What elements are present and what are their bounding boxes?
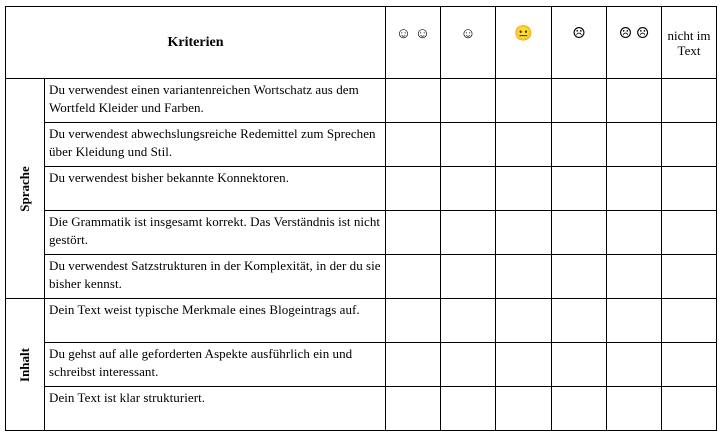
rating-cell[interactable] — [441, 167, 496, 211]
rating-cell[interactable] — [386, 211, 441, 255]
rating-cell[interactable] — [496, 211, 552, 255]
rating-cell[interactable] — [441, 123, 496, 167]
rating-cell[interactable] — [662, 79, 717, 123]
criterion-row — [6, 123, 717, 167]
rating-cell[interactable] — [662, 255, 717, 299]
criterion-row — [6, 343, 717, 387]
rating-cell[interactable] — [386, 343, 441, 387]
rating-cell[interactable] — [662, 167, 717, 211]
not-in-text-header: nicht im Text — [662, 7, 717, 79]
rating-cell[interactable] — [386, 387, 441, 431]
rating-cell[interactable] — [496, 387, 552, 431]
rating-cell[interactable] — [552, 211, 607, 255]
criterion-text: Dein Text weist typische Merkmale eines Blogeintrags auf. — [45, 299, 386, 343]
rating-cell[interactable] — [552, 343, 607, 387]
rating-cell[interactable] — [607, 123, 662, 167]
criterion-row — [6, 387, 717, 431]
rating-cell[interactable] — [607, 255, 662, 299]
double-happy-face-icon: ☺ ☺ — [386, 7, 441, 79]
rating-cell[interactable] — [441, 255, 496, 299]
rating-cell[interactable] — [496, 255, 552, 299]
rating-cell[interactable] — [496, 299, 552, 343]
rating-cell[interactable] — [552, 79, 607, 123]
criterion-text: Dein Text ist klar strukturiert. — [45, 387, 386, 431]
rating-cell[interactable] — [441, 343, 496, 387]
neutral-face-icon: 😐 — [496, 7, 552, 79]
rating-cell[interactable] — [496, 79, 552, 123]
rating-cell[interactable] — [552, 123, 607, 167]
rating-cell[interactable] — [607, 299, 662, 343]
criterion-row — [6, 255, 717, 299]
criterion-row — [6, 211, 717, 255]
group-label-text: Inhalt — [17, 347, 32, 382]
rating-cell[interactable] — [496, 343, 552, 387]
rating-cell[interactable] — [607, 79, 662, 123]
rating-cell[interactable] — [662, 387, 717, 431]
rating-cell[interactable] — [386, 79, 441, 123]
rating-cell[interactable] — [552, 255, 607, 299]
group-label-text: Sprache — [17, 165, 32, 212]
rating-cell[interactable] — [386, 299, 441, 343]
rating-cell[interactable] — [607, 387, 662, 431]
rating-cell[interactable] — [552, 387, 607, 431]
rating-cell[interactable] — [662, 211, 717, 255]
rating-cell[interactable] — [607, 167, 662, 211]
header-row — [6, 7, 717, 79]
criterion-row — [6, 167, 717, 211]
criterion-row — [6, 79, 717, 123]
rating-cell[interactable] — [441, 211, 496, 255]
criteria-header: Kriterien — [6, 7, 386, 79]
criterion-row — [6, 299, 717, 343]
criterion-text: Du gehst auf alle geforderten Aspekte ausführlich ein und schreibst interessant. — [45, 343, 386, 387]
sad-face-icon: ☹ — [552, 7, 607, 79]
group-label-sprache — [6, 79, 45, 299]
rating-cell[interactable] — [662, 299, 717, 343]
evaluation-table — [5, 6, 717, 431]
rating-cell[interactable] — [496, 167, 552, 211]
rating-cell[interactable] — [386, 123, 441, 167]
rating-cell[interactable] — [386, 255, 441, 299]
rating-cell[interactable] — [662, 343, 717, 387]
criterion-text: Du verwendest Satzstrukturen in der Komplexität, in der du sie bisher kennst. — [45, 255, 386, 299]
rating-cell[interactable] — [386, 167, 441, 211]
double-sad-face-icon: ☹ ☹ — [607, 7, 662, 79]
rating-cell[interactable] — [552, 167, 607, 211]
criterion-text: Du verwendest abwechslungsreiche Redemittel zum Sprechen über Kleidung und Stil. — [45, 123, 386, 167]
criterion-text: Die Grammatik ist insgesamt korrekt. Das Verständnis ist nicht gestört. — [45, 211, 386, 255]
criterion-text: Du verwendest einen variantenreichen Wortschatz aus dem Wortfeld Kleider und Farben. — [45, 79, 386, 123]
group-label-inhalt — [6, 299, 45, 431]
happy-face-icon: ☺ — [441, 7, 496, 79]
rating-cell[interactable] — [662, 123, 717, 167]
rating-cell[interactable] — [496, 123, 552, 167]
rating-cell[interactable] — [552, 299, 607, 343]
rating-cell[interactable] — [441, 79, 496, 123]
rating-cell[interactable] — [607, 343, 662, 387]
rating-cell[interactable] — [607, 211, 662, 255]
rating-cell[interactable] — [441, 299, 496, 343]
rating-cell[interactable] — [441, 387, 496, 431]
criterion-text: Du verwendest bisher bekannte Konnektoren. — [45, 167, 386, 211]
